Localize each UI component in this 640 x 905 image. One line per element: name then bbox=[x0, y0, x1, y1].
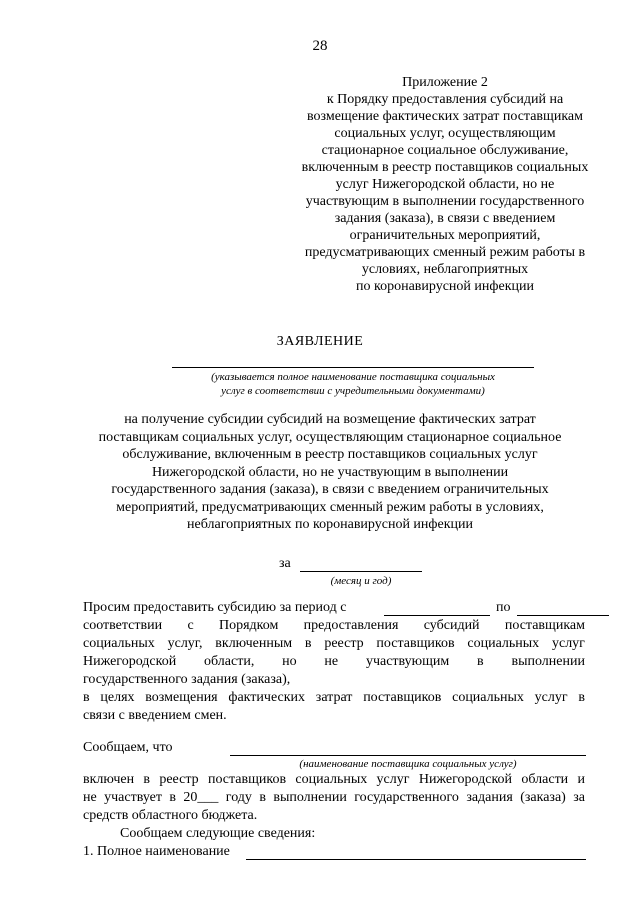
request-word: предоставления bbox=[303, 618, 399, 633]
provider-name-line bbox=[172, 366, 534, 368]
request-line-4: государственного задания (заказа), bbox=[83, 672, 291, 687]
inform-label: Сообщаем, что bbox=[83, 740, 173, 755]
request-word: поставщикам bbox=[504, 618, 585, 633]
request-word: но bbox=[282, 654, 297, 669]
request-line-6: связи с введением смен. bbox=[83, 708, 227, 723]
request-word: соответствии bbox=[83, 618, 163, 633]
appendix-line-4: социальных услуг, осуществляющим bbox=[334, 126, 556, 141]
provider-note: (указывается полное наименование поставщика социальных услуг в соответствии с учредительными документами) bbox=[211, 371, 495, 397]
request-word: не bbox=[324, 654, 339, 669]
inform-line-3: средств областного бюджета. bbox=[83, 808, 258, 823]
subject-line-5: государственного задания (заказа), в связи с введением ограничительных bbox=[111, 482, 549, 497]
subject-line-6: мероприятий, предусматривающих сменный режим работы в условиях, bbox=[116, 499, 544, 515]
period-to-line bbox=[517, 614, 609, 616]
request-word: услуг bbox=[551, 636, 585, 651]
request-word: поставщиков bbox=[376, 636, 455, 651]
subject-line-4: Нижегородской области, но не участвующим в выполнении bbox=[151, 464, 509, 480]
appendix-block bbox=[280, 74, 610, 295]
appendix-line-2: к Порядку предоставления субсидий на bbox=[326, 92, 564, 107]
request-line-3 bbox=[83, 654, 585, 671]
appendix-line-5: стационарное социальное обслуживание, bbox=[321, 143, 569, 158]
request-word: с bbox=[187, 618, 194, 633]
appendix-line-8: участвующим в выполнении государственного bbox=[305, 194, 585, 209]
inform-note: (наименование поставщика социальных услуг) bbox=[299, 758, 517, 770]
request-word: субсидий bbox=[423, 618, 480, 633]
period-from-line bbox=[384, 614, 490, 616]
request-part1: Просим предоставить субсидию за период с bbox=[83, 600, 347, 615]
request-word: включенным bbox=[215, 636, 293, 651]
item-full-name-label: 1. Полное наименование bbox=[83, 844, 230, 859]
period-prefix: за bbox=[279, 556, 291, 571]
request-word: в bbox=[304, 636, 312, 651]
inform-provider-line bbox=[230, 754, 586, 756]
appendix-line-10: ограничительных мероприятий, bbox=[349, 228, 541, 243]
request-word: в bbox=[477, 654, 484, 669]
appendix-line-7: услуг Нижегородской области, но не bbox=[335, 177, 555, 192]
request-word: социальных bbox=[83, 636, 155, 651]
subject-block bbox=[80, 411, 580, 534]
request-line-1 bbox=[83, 618, 585, 635]
subject-line-1: на получение субсидии субсидий на возмещение фактических затрат bbox=[124, 412, 536, 427]
request-word: реестр bbox=[324, 636, 364, 651]
document-title: ЗАЯВЛЕНИЕ bbox=[276, 334, 364, 349]
period-line bbox=[300, 570, 422, 572]
appendix-line-1: Приложение 2 bbox=[402, 75, 488, 90]
appendix-line-9: задания (заказа), в связи с введением bbox=[334, 211, 556, 226]
info-header: Сообщаем следующие сведения: bbox=[120, 826, 316, 841]
request-word: участвующим bbox=[365, 654, 450, 669]
inform-line-2: не участвует в 20___ году в выполнении государственного задания (заказа) за bbox=[83, 790, 585, 805]
request-word: Порядком bbox=[218, 618, 279, 633]
subject-line-3: обслуживание, включенным в реестр поставщиков социальных услуг bbox=[122, 447, 538, 462]
request-part2: по bbox=[496, 600, 511, 615]
page-number: 28 bbox=[312, 38, 328, 54]
request-line-5: в целях возмещения фактических затрат поставщиков социальных услуг в bbox=[83, 690, 585, 705]
inform-line-1: включен в реестр поставщиков социальных услуг Нижегородской области и bbox=[83, 772, 585, 787]
subject-line-2: поставщикам социальных услуг, осуществляющим стационарное социальное bbox=[98, 429, 562, 445]
request-word: Нижегородской bbox=[83, 654, 177, 669]
request-line-2 bbox=[83, 636, 585, 653]
period-note: (месяц и год) bbox=[330, 575, 392, 587]
appendix-line-13: по коронавирусной инфекции bbox=[356, 279, 534, 294]
appendix-line-3: возмещение фактических затрат поставщикам bbox=[307, 109, 583, 124]
request-word: услуг, bbox=[167, 636, 203, 651]
request-word: области, bbox=[204, 654, 255, 669]
item-full-name-line bbox=[246, 858, 586, 860]
appendix-line-12: условиях, неблагоприятных bbox=[361, 262, 529, 277]
appendix-line-6: включенным в реестр поставщиков социальных bbox=[301, 160, 589, 175]
request-word: социальных bbox=[467, 636, 540, 651]
request-word: выполнении bbox=[511, 654, 585, 669]
appendix-line-11: предусматривающих сменный режим работы в bbox=[304, 245, 586, 260]
subject-line-7: неблагоприятных по коронавирусной инфекции bbox=[187, 517, 473, 532]
